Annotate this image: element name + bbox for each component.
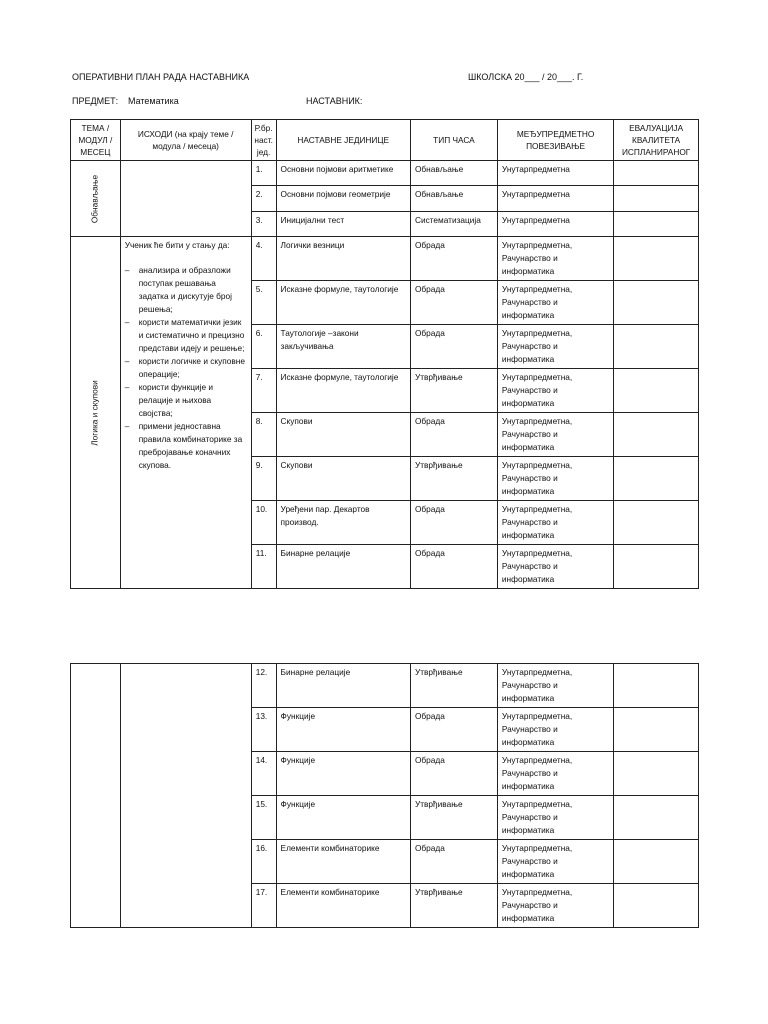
subject-value: Математика <box>128 96 179 106</box>
lesson-number: 5. <box>251 281 276 325</box>
lesson-unit: Скупови <box>276 457 410 501</box>
lesson-type: Утврђивање <box>410 884 497 928</box>
evaluation-cell <box>614 708 699 752</box>
lesson-number: 1. <box>251 161 276 186</box>
lesson-unit: Основни појмови геометрије <box>276 186 410 212</box>
lesson-type: Утврђивање <box>410 664 497 708</box>
cross-subject-link: Унутарпредметна, Рачунарство и информатика <box>497 664 613 708</box>
lesson-type: Обрада <box>410 545 497 589</box>
cross-subject-link: Унутарпредметна, Рачунарство и информатика <box>497 796 613 840</box>
lesson-type: Обрада <box>410 237 497 281</box>
cross-subject-link: Унутарпредметна, Рачунарство и информатика <box>497 369 613 413</box>
plan-table-2 <box>70 663 699 928</box>
cross-subject-link: Унутарпредметна, Рачунарство и информатика <box>497 884 613 928</box>
lesson-number: 11. <box>251 545 276 589</box>
outcome-item: – користи функције и релације и њихова својства; <box>125 381 247 420</box>
cross-subject-link: Унутарпредметна, Рачунарство и информатика <box>497 501 613 545</box>
evaluation-cell <box>614 237 699 281</box>
col-outcomes: ИСХОДИ (на крају теме / модула / месеца) <box>120 120 251 161</box>
lesson-number: 10. <box>251 501 276 545</box>
evaluation-cell <box>614 752 699 796</box>
outcome-item: – користи математички језик и систематично и прецизно представи идеју и решење; <box>125 316 247 355</box>
lesson-type: Обрада <box>410 281 497 325</box>
table-row <box>71 161 699 186</box>
lesson-unit: Функције <box>276 708 410 752</box>
evaluation-cell <box>614 161 699 186</box>
lesson-number: 14. <box>251 752 276 796</box>
lesson-type: Утврђивање <box>410 457 497 501</box>
plan-table-1 <box>70 119 699 589</box>
topic-cell-empty <box>71 664 121 928</box>
lesson-type: Обрада <box>410 501 497 545</box>
lesson-unit: Уређени пар. Декартов производ. <box>276 501 410 545</box>
cross-subject-link: Унутарпредметна, Рачунарство и информатика <box>497 325 613 369</box>
lesson-type: Обрада <box>410 840 497 884</box>
col-cross-subject: МЕЂУПРЕДМЕТНО ПОВЕЗИВАЊЕ <box>497 120 613 161</box>
cross-subject-link: Унутарпредметна, Рачунарство и информатика <box>497 237 613 281</box>
evaluation-cell <box>614 186 699 212</box>
lesson-unit: Бинарне релације <box>276 664 410 708</box>
cross-subject-link: Унутарпредметна, Рачунарство и информатика <box>497 281 613 325</box>
lesson-type: Утврђивање <box>410 369 497 413</box>
col-units: НАСТАВНЕ ЈЕДИНИЦЕ <box>276 120 410 161</box>
outcomes-list <box>125 264 247 472</box>
lesson-number: 2. <box>251 186 276 212</box>
table-row <box>71 237 699 281</box>
lesson-type: Обрада <box>410 752 497 796</box>
evaluation-cell <box>614 212 699 237</box>
cross-subject-link: Унутарпредметна <box>497 186 613 212</box>
lesson-number: 6. <box>251 325 276 369</box>
lesson-unit: Функције <box>276 752 410 796</box>
col-topic: ТЕМА / МОДУЛ / МЕСЕЦ <box>71 120 121 161</box>
lesson-type: Обрада <box>410 708 497 752</box>
lesson-type: Обрада <box>410 325 497 369</box>
lesson-type: Обнављање <box>410 161 497 186</box>
lesson-type: Обнављање <box>410 186 497 212</box>
lesson-number: 9. <box>251 457 276 501</box>
lesson-unit: Иницијални тест <box>276 212 410 237</box>
lesson-number: 15. <box>251 796 276 840</box>
lesson-number: 4. <box>251 237 276 281</box>
evaluation-cell <box>614 413 699 457</box>
lesson-unit: Функције <box>276 796 410 840</box>
cross-subject-link: Унутарпредметна, Рачунарство и информатика <box>497 708 613 752</box>
outcomes-intro: Ученик ће бити у стању да: <box>124 240 230 250</box>
outcome-item: – примени једноставна правила комбинаторике за пребројавање коначних скупова. <box>125 420 247 472</box>
evaluation-cell <box>614 369 699 413</box>
lesson-unit: Елементи комбинаторике <box>276 840 410 884</box>
table-row <box>71 664 699 708</box>
lesson-number: 12. <box>251 664 276 708</box>
document-title: ОПЕРАТИВНИ ПЛАН РАДА НАСТАВНИКА <box>72 72 250 82</box>
lesson-unit: Основни појмови аритметике <box>276 161 410 186</box>
school-year: ШКОЛСКА 20___ / 20___. Г. <box>468 72 584 82</box>
col-number: Р.бр. наст. јед. <box>251 120 276 161</box>
subject-label: ПРЕДМЕТ: <box>72 96 119 106</box>
topic-label-review: Обнављање <box>89 174 100 223</box>
outcomes-cell-empty <box>120 664 251 928</box>
topic-label-logic: Логика и скупови <box>89 379 100 446</box>
lesson-number: 8. <box>251 413 276 457</box>
evaluation-cell <box>614 664 699 708</box>
lesson-unit: Исказне формуле, таутологије <box>276 281 410 325</box>
cross-subject-link: Унутарпредметна, Рачунарство и информатика <box>497 545 613 589</box>
lesson-unit: Исказне формуле, таутологије <box>276 369 410 413</box>
lesson-unit: Елементи комбинаторике <box>276 884 410 928</box>
col-type: ТИП ЧАСА <box>410 120 497 161</box>
lesson-type: Систематизација <box>410 212 497 237</box>
cross-subject-link: Унутарпредметна <box>497 212 613 237</box>
lesson-unit: Таутологије –закони закључивања <box>276 325 410 369</box>
lesson-unit: Скупови <box>276 413 410 457</box>
outcome-item: – користи логичке и скуповне операције; <box>125 355 247 381</box>
outcomes-cell-empty <box>120 161 251 237</box>
lesson-unit: Бинарне релације <box>276 545 410 589</box>
lesson-unit: Логички везници <box>276 237 410 281</box>
cross-subject-link: Унутарпредметна, Рачунарство и информатика <box>497 752 613 796</box>
outcomes-cell <box>120 237 251 589</box>
lesson-number: 17. <box>251 884 276 928</box>
cross-subject-link: Унутарпредметна, Рачунарство и информатика <box>497 840 613 884</box>
topic-cell-logic <box>71 237 121 589</box>
outcome-item: – анализира и образложи поступак решавања задатка и дискутује број решења; <box>125 264 247 316</box>
lesson-number: 3. <box>251 212 276 237</box>
teacher-label: НАСТАВНИК: <box>306 96 363 106</box>
table-header-row <box>71 120 699 161</box>
topic-cell-review <box>71 161 121 237</box>
evaluation-cell <box>614 281 699 325</box>
evaluation-cell <box>614 796 699 840</box>
cross-subject-link: Унутарпредметна <box>497 161 613 186</box>
evaluation-cell <box>614 840 699 884</box>
lesson-type: Обрада <box>410 413 497 457</box>
lesson-number: 16. <box>251 840 276 884</box>
lesson-number: 13. <box>251 708 276 752</box>
evaluation-cell <box>614 501 699 545</box>
cross-subject-link: Унутарпредметна, Рачунарство и информатика <box>497 413 613 457</box>
evaluation-cell <box>614 457 699 501</box>
cross-subject-link: Унутарпредметна, Рачунарство и информатика <box>497 457 613 501</box>
evaluation-cell <box>614 325 699 369</box>
lesson-type: Утврђивање <box>410 796 497 840</box>
lesson-number: 7. <box>251 369 276 413</box>
evaluation-cell <box>614 884 699 928</box>
col-evaluation: ЕВАЛУАЦИЈА КВАЛИТЕТА ИСПЛАНИРАНОГ <box>614 120 699 161</box>
evaluation-cell <box>614 545 699 589</box>
